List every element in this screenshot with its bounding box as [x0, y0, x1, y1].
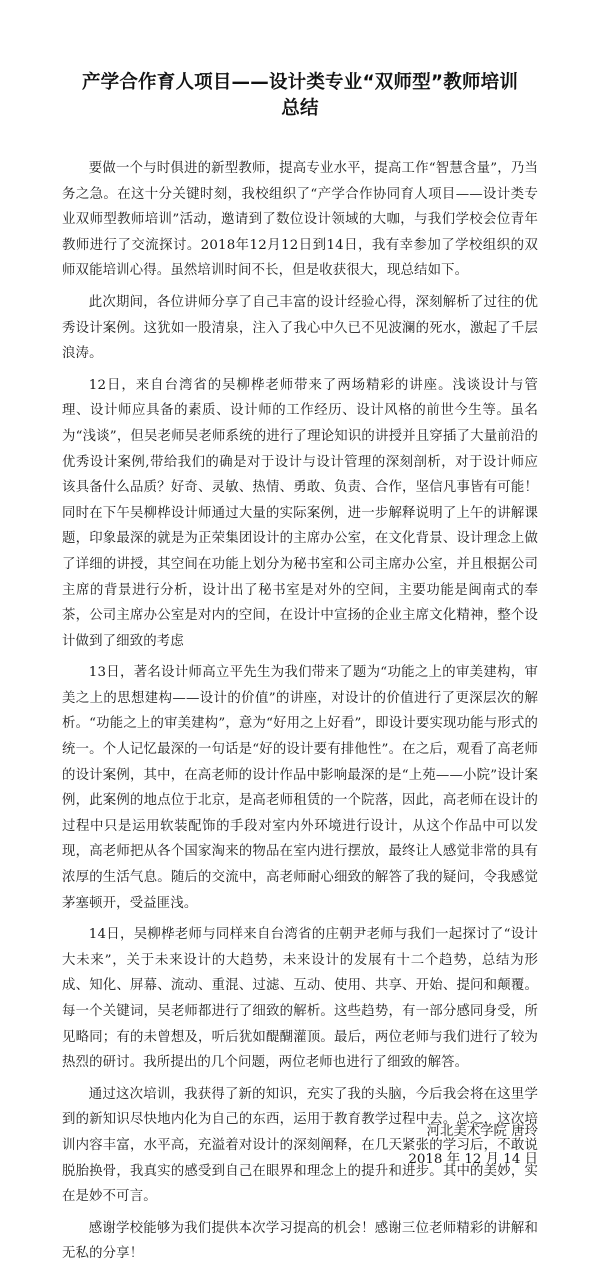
paragraph-day-14: 14日，吴柳桦老师与同样来自台湾省的庄朝尹老师与我们一起探讨了“设计大未来”，关于未来设计的大趋势，未来设计的发展有十二个趋势，总结为形成、知化、屏幕、流动、重混、过滤、互动、使用、共享、开始、提问和颠覆。每一个关键词，吴老师都进行了细致的解析。这些趋势，有一部分感同身受，所见略同；有的未曾想及，听后犹如醍醐灌顶。最后，两位老师与我们进行了较为热烈的研讨。我所提出的几个问题，两位老师也进行了细致的解答。 — [62, 927, 538, 1071]
paragraph-day-12: 12日，来自台湾省的吴柳桦老师带来了两场精彩的讲座。浅谈设计与管理、设计师应具备的素质、设计师的工作经历、设计风格的前世今生等。虽名为“浅谈”，但吴老师吴老师系统的进行了理论知识的讲授并且穿插了大量前沿的优秀设计案例,带给我们的确是对于设计与设计管理的深刻剖析，对于设计师应该具备什么品质？好奇、灵敏、热情、勇敢、负责、合作，坚信凡事皆有可能！同时在下午吴柳桦设计师通过大量的实际案例，进一步解释说明了上午的讲解课题，印象最深的就是为正荣集团设计的主席办公室，在文化背景、设计理念上做了详细的讲授，其空间在功能上划分为秘书室和公司主席办公室，并且根据公司主席的背景进行分析，设计出了秘书室是对外的空间，主要功能是闽南式的奉茶，公司主席办公室是对内的空间，在设计中宣扬的企业主席文化精神，整个设计做到了细致的考虑 — [62, 377, 538, 649]
paragraph-intro: 要做一个与时俱进的新型教师，提高专业水平，提高工作“智慧含量”，乃当务之急。在这十分关键时刻，我校组织了“产学合作协同育人项目——设计类专业双师型教师培训”活动，邀请到了数位设计领域的大咖，与我们学校会位青年教师进行了交流探讨。2018年12月12日到14日，我有幸参加了学校组织的双师双能培训心得。虽然培训时间不长，但是收获很大，现总结如下。 — [62, 161, 538, 279]
title-line-2: 总结 — [281, 98, 319, 119]
document-title — [62, 70, 538, 122]
paragraph-thanks: 感谢学校能够为我们提供本次学习提高的机会！感谢三位老师精彩的讲解和无私的分享！ — [62, 1220, 538, 1262]
signature-block — [408, 1118, 538, 1174]
paragraph-day-13: 13日，著名设计师高立平先生为我们带来了题为“功能之上的审美建构，审美之上的思想建构——设计的价值”的讲座，对设计的价值进行了更深层次的解析。“功能之上的审美建构”，意为“好用之上好看”，即设计要实现功能与形式的统一。个人记忆最深的一句话是“好的设计要有排他性”。在之后，观看了高老师的设计案例，其中，在高老师的设计作品中影响最深的是“上苑——小院”设计案例，此案例的地点位于北京，是高老师租赁的一个院落，因此，高老师在设计的过程中只是运用软装配饰的手段对室内外环境进行设计，从这个作品中可以发现，高老师把从各个国家淘来的物品在室内进行摆放，最终让人感觉非常的具有浓厚的生活气息。随后的交流中，高老师耐心细致的解答了我的疑问，令我感觉茅塞顿开，受益匪浅。 — [62, 665, 538, 911]
document-body — [62, 156, 538, 1267]
title-line-1: 产学合作育人项目——设计类专业“双师型”教师培训 — [81, 72, 519, 93]
paragraph-conclusion: 通过这次培训，我获得了新的知识，充实了我的头脑，今后我会将在这里学到的新知识尽快地内化为自己的东西，运用于教育教学过程中去。总之，这次培训内容丰富，水平高，充溢着对设计的深刻阐释，在几天紧张的学习后，不敢说脱胎换骨，我真实的感受到自己在眼界和理念上的提升和进步。其中的美妙，实在是妙不可言。 — [62, 1086, 538, 1205]
signature-date: 2018 年 12 月 14 日 — [408, 1152, 538, 1167]
paragraph-overview: 此次期间，各位讲师分享了自己丰富的设计经验心得，深刻解析了过往的优秀设计案例。这犹如一股清泉，注入了我心中久已不见波澜的死水，激起了千层浪涛。 — [62, 294, 538, 362]
signature-author: 河北美术学院 唐玲 — [426, 1124, 538, 1139]
